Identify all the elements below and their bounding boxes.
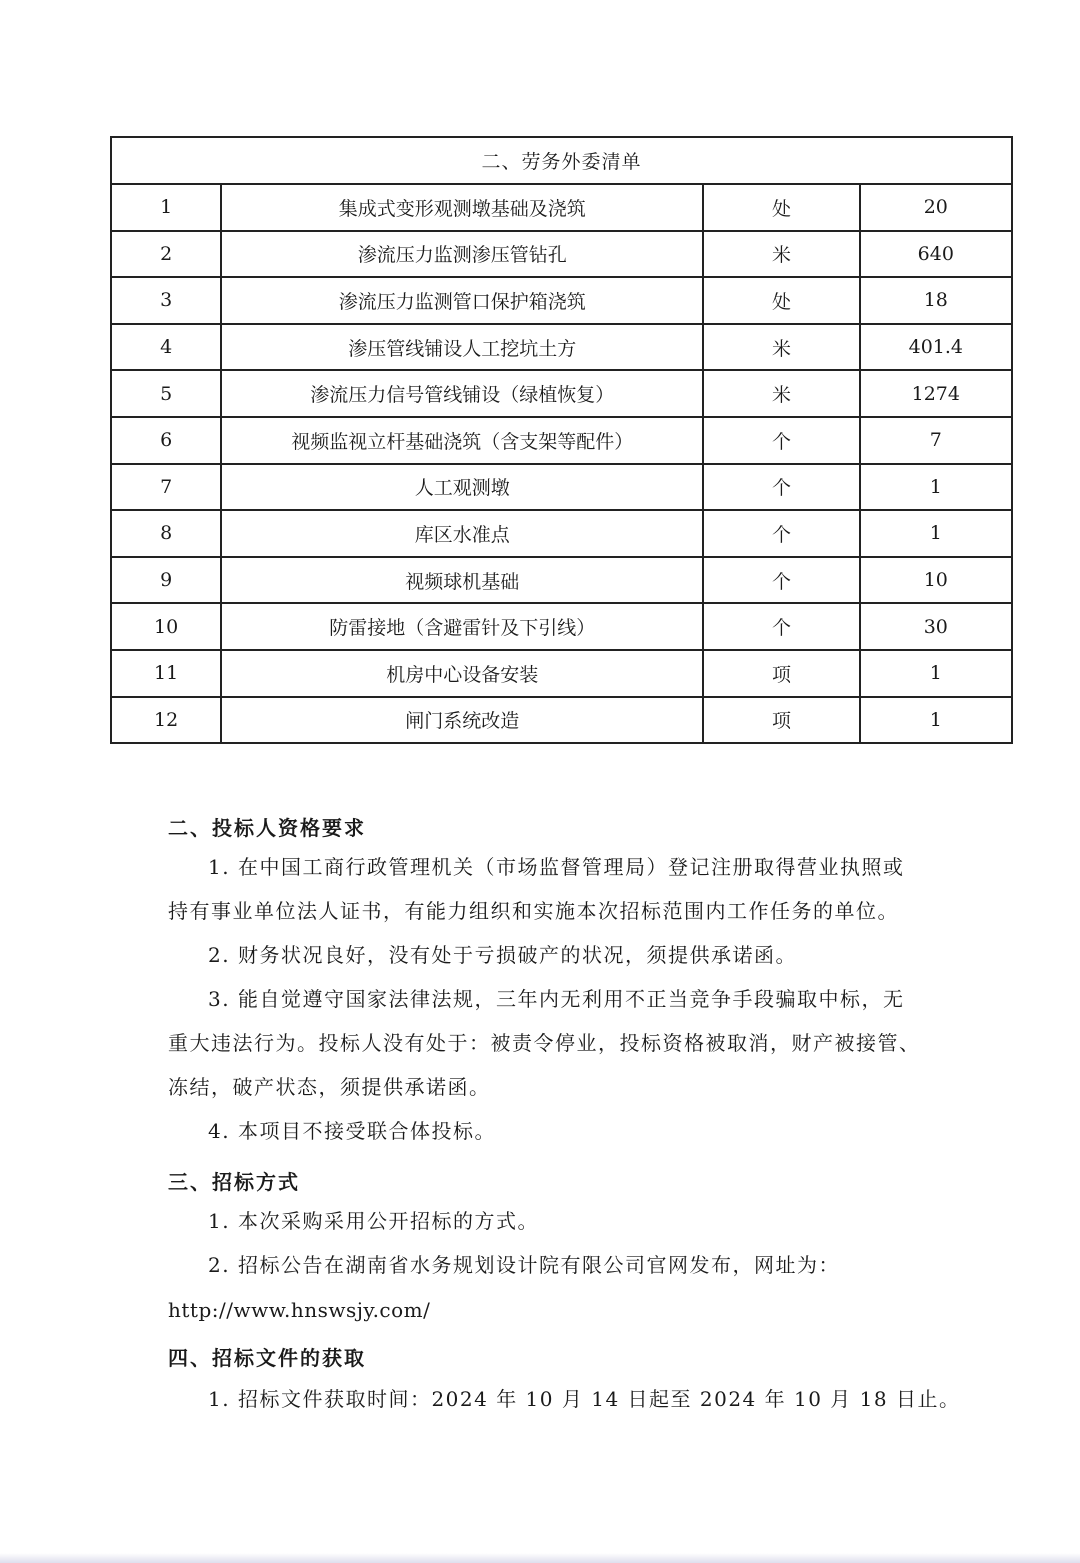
item-name-cell: 集成式变形观测墩基础及浇筑 [221,184,703,231]
item-name-cell: 渗压管线铺设人工挖坑土方 [221,324,703,371]
item-number-cell: 3 [111,277,221,324]
item-quantity-cell: 1274 [860,370,1012,417]
qualifications-list [168,845,928,1153]
item-unit-cell: 米 [703,231,859,278]
qualification-item-3-line-1: 3. 能自觉遵守国家法律法规，三年内无利用不正当竞争手段骗取中标，无 [208,987,905,1011]
item-quantity-cell: 1 [860,510,1012,557]
qualification-item-4: 4. 本项目不接受联合体投标。 [208,1119,496,1143]
item-name-cell: 防雷接地（含避雷针及下引线） [221,603,703,650]
item-unit-cell: 个 [703,557,859,604]
item-name-cell: 视频球机基础 [221,557,703,604]
table-row [111,464,1012,511]
website-url[interactable]: http://www.hnswsjy.com/ [168,1298,431,1322]
item-name-cell: 视频监视立杆基础浇筑（含支架等配件） [221,417,703,464]
item-number-cell: 10 [111,603,221,650]
item-name-cell: 渗流压力监测管口保护箱浇筑 [221,277,703,324]
table-row [111,370,1012,417]
item-name-cell: 机房中心设备安装 [221,650,703,697]
item-name-cell: 闸门系统改造 [221,697,703,744]
item-unit-cell: 项 [703,650,859,697]
item-quantity-cell: 20 [860,184,1012,231]
table-row [111,697,1012,744]
item-quantity-cell: 640 [860,231,1012,278]
qualification-item-3-line-3: 冻结，破产状态，须提供承诺函。 [168,1075,491,1099]
section-heading-qualifications: 二、投标人资格要求 [168,816,366,840]
item-number-cell: 5 [111,370,221,417]
item-quantity-cell: 18 [860,277,1012,324]
qualification-item-1-line-1: 1. 在中国工商行政管理机关（市场监督管理局）登记注册取得营业执照或 [208,855,905,879]
table-row [111,603,1012,650]
item-number-cell: 9 [111,557,221,604]
item-unit-cell: 个 [703,417,859,464]
labor-outsourcing-table [110,136,1013,744]
table-row [111,324,1012,371]
item-number-cell: 6 [111,417,221,464]
table-row [111,650,1012,697]
table-row [111,557,1012,604]
acquisition-item-1: 1. 招标文件获取时间：2024 年 10 月 14 日起至 2024 年 10 月 18 日止。 [208,1387,961,1411]
item-unit-cell: 项 [703,697,859,744]
qualification-item-1-line-2: 持有事业单位法人证书，有能力组织和实施本次招标范围内工作任务的单位。 [168,899,899,923]
item-unit-cell: 处 [703,184,859,231]
item-name-cell: 库区水准点 [221,510,703,557]
section-heading-tender-method: 三、招标方式 [168,1170,300,1194]
item-unit-cell: 米 [703,370,859,417]
table-row [111,184,1012,231]
table-row [111,231,1012,278]
item-number-cell: 4 [111,324,221,371]
item-number-cell: 12 [111,697,221,744]
item-name-cell: 渗流压力信号管线铺设（绿植恢复） [221,370,703,417]
item-quantity-cell: 30 [860,603,1012,650]
table-title: 二、劳务外委清单 [111,137,1012,184]
item-name-cell: 人工观测墩 [221,464,703,511]
tender-method-item-1: 1. 本次采购采用公开招标的方式。 [208,1209,539,1233]
item-unit-cell: 个 [703,464,859,511]
table-row [111,510,1012,557]
qualification-item-3-line-2: 重大违法行为。投标人没有处于：被责令停业，投标资格被取消，财产被接管、 [168,1031,921,1055]
item-number-cell: 8 [111,510,221,557]
section-heading-document-acquisition: 四、招标文件的获取 [168,1346,366,1370]
item-quantity-cell: 1 [860,464,1012,511]
item-quantity-cell: 1 [860,650,1012,697]
table-title-row [111,137,1012,184]
item-number-cell: 1 [111,184,221,231]
item-name-cell: 渗流压力监测渗压管钻孔 [221,231,703,278]
item-unit-cell: 个 [703,603,859,650]
item-unit-cell: 个 [703,510,859,557]
item-number-cell: 2 [111,231,221,278]
tender-method-list [168,1199,928,1287]
item-number-cell: 7 [111,464,221,511]
item-unit-cell: 米 [703,324,859,371]
document-acquisition-list [168,1377,961,1421]
item-quantity-cell: 7 [860,417,1012,464]
item-quantity-cell: 10 [860,557,1012,604]
table-row [111,277,1012,324]
item-number-cell: 11 [111,650,221,697]
qualification-item-2: 2. 财务状况良好，没有处于亏损破产的状况，须提供承诺函。 [208,943,797,967]
item-unit-cell: 处 [703,277,859,324]
item-quantity-cell: 401.4 [860,324,1012,371]
tender-method-item-2: 2. 招标公告在湖南省水务规划设计院有限公司官网发布，网址为： [208,1253,840,1277]
table-row [111,417,1012,464]
scan-edge-shade [0,1553,1080,1563]
item-quantity-cell: 1 [860,697,1012,744]
